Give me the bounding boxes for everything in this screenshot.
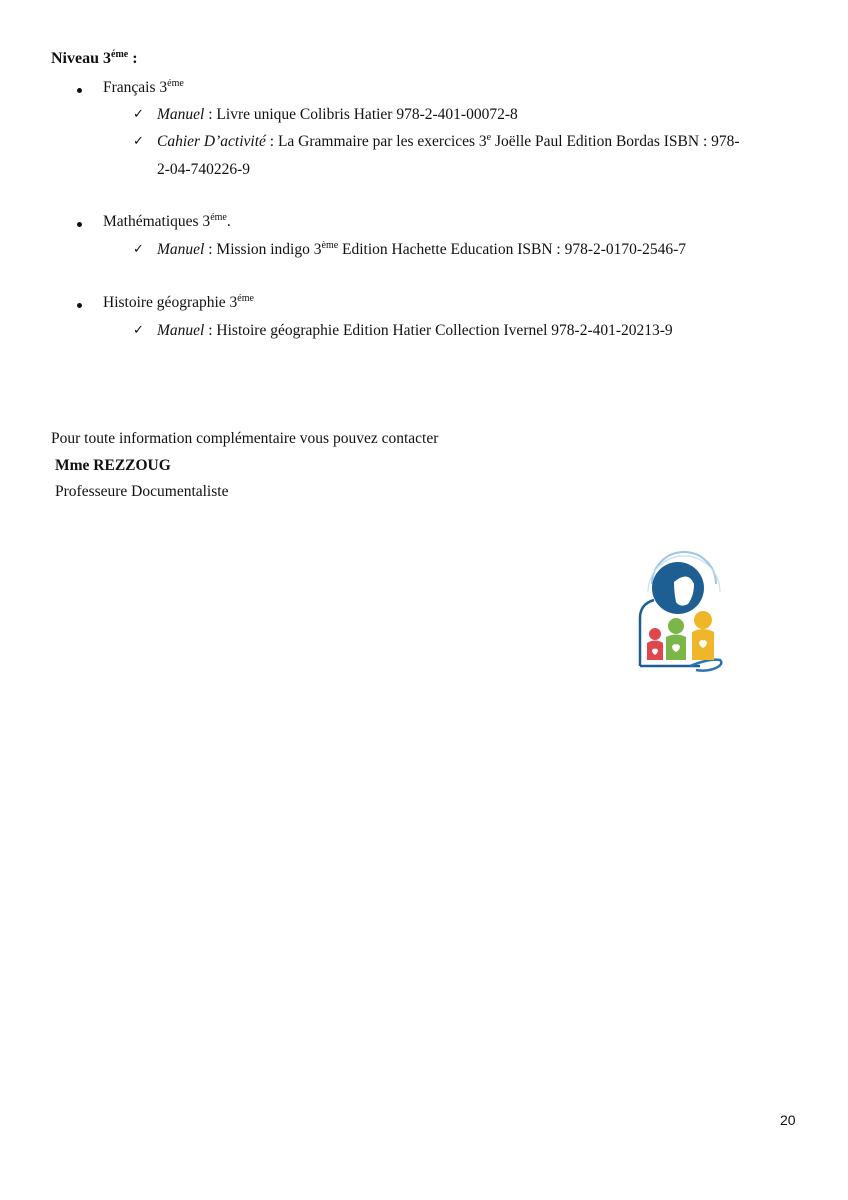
subject-francais: Français $3^{éme}$ [103,78,184,96]
check-icon: ✓ [133,242,144,257]
bullet-dot [77,88,82,93]
school-logo-icon [630,548,734,678]
francais-cahier: Cahier D’activité : La Grammaire par les exercices 3e Joëlle Paul Edition Bordas ISBN : 978- [157,132,740,150]
bullet-dot [77,303,82,308]
check-icon: ✓ [133,134,144,149]
subject-mathematiques: Mathématiques $3^{éme}$. [103,212,231,230]
school-logo-svg [630,548,734,678]
page-number: 20 [780,1112,796,1128]
subject-histoire-geographie: Histoire géographie $3^{éme}$ [103,293,254,311]
francais-manuel: Manuel : Livre unique Colibris Hatier 978-2-401-00072-8 [157,106,518,123]
maths-manuel: Manuel : Mission indigo 3ème Edition Hachette Education ISBN : 978-2-0170-2546-7 [157,240,686,258]
francais-cahier-isbn-cont: 2-04-740226-9 [157,161,250,178]
check-icon: ✓ [133,107,144,122]
contact-role: Professeure Documentaliste [55,483,229,500]
histoire-manuel: Manuel : Histoire géographie Edition Hatier Collection Ivernel 978-2-401-20213-9 [157,322,673,339]
section-heading: Niveau $3^{éme}$ : [51,49,138,67]
contact-intro: Pour toute information complémentaire vous pouvez contacter [51,430,439,447]
bullet-dot [77,222,82,227]
check-icon: ✓ [133,323,144,338]
contact-name: Mme REZZOUG [55,457,171,474]
